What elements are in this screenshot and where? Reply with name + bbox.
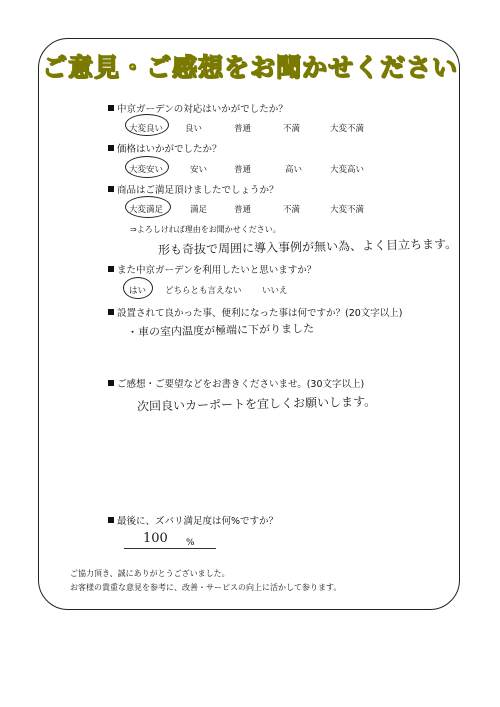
option-product-1[interactable]: 大変満足 bbox=[129, 205, 164, 215]
bullet-square-icon bbox=[108, 380, 114, 386]
option-service-4[interactable]: 不満 bbox=[283, 124, 301, 134]
satisfaction-underline bbox=[124, 548, 216, 549]
question-feedback bbox=[108, 376, 364, 390]
option-service-2[interactable]: 良い bbox=[185, 124, 203, 134]
question-service bbox=[108, 101, 288, 115]
question-price-label: 価格はいかがでしたか？ bbox=[117, 144, 222, 155]
option-reuse-1[interactable]: はい bbox=[129, 286, 147, 296]
question-satisfaction bbox=[108, 513, 278, 527]
survey-title: ご意見・ご感想をお聞かせください bbox=[41, 53, 458, 82]
option-service-5[interactable]: 大変不満 bbox=[330, 124, 365, 134]
bullet-square-icon bbox=[108, 309, 114, 315]
option-price-5[interactable]: 大変高い bbox=[330, 165, 365, 175]
benefit-answer-handwritten: ・車の室内温度が極端に下がりました bbox=[126, 322, 315, 339]
question-feedback-label: ご感想・ご要望などをお書きくださいませ。(30文字以上) bbox=[117, 379, 365, 390]
bullet-square-icon bbox=[108, 145, 114, 151]
option-product-2[interactable]: 満足 bbox=[190, 205, 208, 215]
option-price-1[interactable]: 大変安い bbox=[129, 165, 164, 175]
option-service-1[interactable]: 大変良い bbox=[129, 124, 164, 134]
option-price-2[interactable]: 安い bbox=[190, 165, 208, 175]
bullet-square-icon bbox=[108, 105, 114, 111]
question-product-label: 商品はご満足頂けましたでしょうか？ bbox=[117, 185, 279, 196]
question-benefit-label: 設置されて良かった事、便利になった事は何ですか？(20文字以上) bbox=[117, 308, 403, 319]
selected-circle-price bbox=[125, 156, 169, 178]
question-price bbox=[108, 141, 222, 155]
option-reuse-3[interactable]: いいえ bbox=[262, 286, 288, 296]
reason-prompt: ⇒よろしければ理由をお聞かせください。 bbox=[130, 225, 281, 234]
satisfaction-unit: % bbox=[186, 538, 195, 548]
selected-circle-product bbox=[125, 196, 171, 218]
bullet-square-icon bbox=[108, 517, 114, 523]
option-price-3[interactable]: 普通 bbox=[234, 165, 252, 175]
selected-circle-service bbox=[125, 114, 169, 136]
reason-answer-handwritten: 形も奇抜で周囲に導入事例が無い為、よく目立ちます。 bbox=[157, 236, 458, 258]
question-reuse bbox=[108, 262, 316, 276]
bullet-square-icon bbox=[108, 266, 114, 272]
footer-note: お客様の貴重な意見を参考に、改善・サービスの向上に活かして参ります。 bbox=[70, 583, 342, 592]
option-product-5[interactable]: 大変不満 bbox=[330, 205, 365, 215]
option-service-3[interactable]: 普通 bbox=[234, 124, 252, 134]
footer-thanks: ご協力頂き、誠にありがとうございました。 bbox=[70, 569, 230, 578]
satisfaction-value-handwritten: 100 bbox=[143, 531, 168, 546]
question-benefit bbox=[108, 305, 403, 319]
question-reuse-label: また中京ガーデンを利用したいと思いますか？ bbox=[117, 265, 317, 276]
question-product bbox=[108, 182, 279, 196]
option-price-4[interactable]: 高い bbox=[285, 165, 303, 175]
option-product-4[interactable]: 不満 bbox=[283, 205, 301, 215]
selected-circle-reuse bbox=[123, 277, 153, 299]
option-reuse-2[interactable]: どちらとも言えない bbox=[165, 286, 242, 296]
option-product-3[interactable]: 普通 bbox=[234, 205, 252, 215]
feedback-answer-handwritten: 次回良いカーポートを宜しくお願いします。 bbox=[136, 394, 377, 414]
bullet-square-icon bbox=[108, 186, 114, 192]
question-service-label: 中京ガーデンの対応はいかがでしたか？ bbox=[117, 104, 288, 115]
question-satisfaction-label: 最後に、ズバリ満足度は何%ですか？ bbox=[117, 516, 279, 527]
